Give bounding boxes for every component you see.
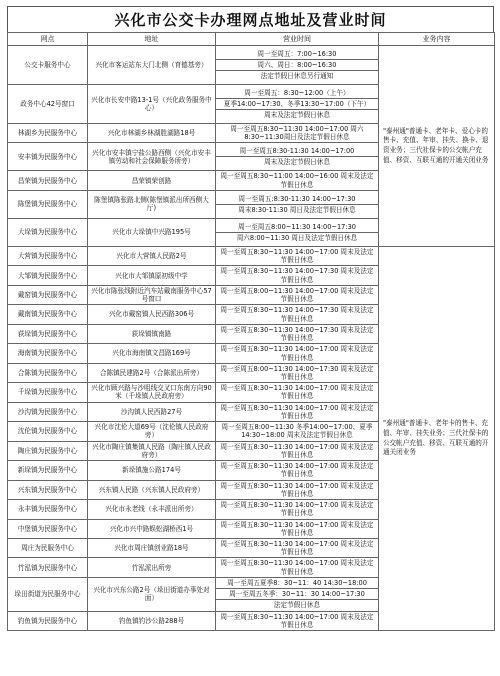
header-hours: 营业时间: [216, 33, 379, 46]
hours-line: 周一至周五8:30~11:30 14:00~17:30 周末及法定节假日休息: [220, 306, 374, 323]
service-points-table: [7, 32, 495, 631]
hours-line: 周一至周五：7:00~16:30: [216, 49, 378, 60]
point-hours: [216, 124, 379, 143]
point-address: 兴化市客运站东大门北侧（育德基旁）: [88, 46, 216, 85]
hours-line: 周六8:00~11:30 周日及法定节假日休息: [236, 233, 358, 242]
hours-line: 周一至周五8:30~11:30 14:00~17:00 周末及法定节假日休息: [220, 520, 374, 537]
table-row: [8, 246, 495, 265]
point-hours: [216, 500, 379, 519]
hours-line: 周一至周五8:30~11:30 14:00~17:00 周末及法定节假日休息: [220, 442, 374, 459]
point-address: 兴化市顾兴路与沙咀线交叉口东南方向90米（千垛镇人民政府旁）: [88, 383, 216, 402]
point-hours: [216, 85, 379, 124]
hours-line: 周一至周五8:30~11:30 14:00~17:00 周末及法定节假日休息: [220, 247, 374, 265]
hours-line: 周一至周五:8:30-11:30 14:00~17:30: [216, 194, 378, 205]
hours-line: 周一至周五8:30~11:30 14:00~17:00 周末及法定节假日休息: [220, 539, 374, 557]
point-hours: [216, 611, 379, 630]
point-name: 荻垛镇为民服务中心: [8, 324, 88, 343]
point-hours: [216, 190, 379, 218]
hours-line: 周一至周五8:30~11:00 14:00~16:00 周末及法定节假日休息: [220, 172, 374, 189]
point-address: 昌荣镇荣创路: [88, 171, 216, 190]
point-address: 兴化市陈张线附近汽车站戴南服务中心57号窗口: [88, 285, 216, 304]
point-name: 新垛镇为民服务中心: [8, 461, 88, 480]
point-hours: [216, 519, 379, 538]
hours-line: 周一至周五8:30~11:30 14:00~17:00 周六 8:30~11:30周日及法定节假日休息: [230, 125, 364, 142]
point-hours: [216, 266, 379, 285]
hours-line: 周一至周五8:00~11:30 14:00~17:30: [216, 222, 378, 233]
hours-line: 周一至周五夏季8：30~11：40 14:30~18:00: [216, 578, 378, 589]
point-name: 政务中心42号窗口: [8, 85, 88, 124]
header-address: 地址: [88, 33, 216, 46]
point-hours: [216, 383, 379, 402]
point-hours: [216, 324, 379, 343]
point-name: 兴东镇为民服务中心: [8, 480, 88, 499]
point-name: 戴南镇为民服务中心: [8, 305, 88, 324]
point-name: 陈堡镇为民服务中心: [8, 190, 88, 218]
point-hours: [216, 558, 379, 577]
hours-line: 周一至周五8:30~11:30 14:00~17:00 周末及法定节假日休息: [220, 462, 374, 479]
point-name: 中堡镇为民服务中心: [8, 519, 88, 538]
point-address: 兴化市长安中路13-1号（兴化政务服务中心）: [88, 85, 216, 124]
point-name: 戴窑镇为民服务中心: [8, 285, 88, 304]
hours-line: 周一至周五8:30~11:30 14:00~17:00 周末及法定节假日休息: [220, 612, 374, 629]
point-hours: [216, 577, 379, 611]
point-address: 兴化市大垛镇中兴路195号: [88, 218, 216, 246]
header-name: 网点: [8, 33, 88, 46]
point-address: 兴化市安丰镇宁盐公路西侧（兴化市安丰镇劳动和社会保障服务所旁）: [88, 143, 216, 171]
hours-line: 周末8:30-11:30 周日及法定节假日休息: [238, 205, 356, 214]
header-services: 业务内容: [379, 33, 495, 46]
point-address: 兴化市周庄镇创业路18号: [88, 538, 216, 557]
point-hours: [216, 441, 379, 460]
point-hours: [216, 246, 379, 265]
point-hours: [216, 344, 379, 363]
point-address: 沙沟镇人民西路27号: [88, 402, 216, 421]
hours-line: 周一至周五8:00~11:30 冬季14:00~17:00、夏季14:30~18:00 周末及法定节假日休息: [221, 423, 373, 440]
table-row: [8, 46, 495, 85]
point-address: 兴化市沈伦大道69号（沈伦镇人民政府旁）: [88, 422, 216, 441]
hours-line: 周一至周五8:30-11:30 14:00~17:00: [216, 146, 378, 157]
point-hours: [216, 171, 379, 190]
hours-line: 周一至周五8:30~11:30 14:00~17:00 周末及法定节假日休息: [220, 345, 374, 362]
point-hours: [216, 285, 379, 304]
hours-line: 周六、周日：8:00~16:30: [216, 60, 378, 71]
point-hours: [216, 402, 379, 421]
page-title: 兴化市公交卡办理网点地址及营业时间: [7, 6, 494, 32]
hours-line: 周一至周五8:00~11:30 14:00~17:00 周末及法定节假日休息: [220, 286, 374, 304]
point-address: 新垛镇施公路174号: [88, 461, 216, 480]
point-name: 沙沟镇为民服务中心: [8, 402, 88, 421]
table-header-row: [8, 33, 495, 46]
point-name: 昌荣镇为民服务中心: [8, 171, 88, 190]
hours-line: 周一至周五8:30~11:30 14:00~17:00 周末及法定节假日休息: [220, 559, 374, 576]
hours-line: 周末及法定节假日休息: [264, 111, 330, 120]
point-name: 永丰镇为民服务中心: [8, 500, 88, 519]
point-name: 大垛镇为民服务中心: [8, 218, 88, 246]
point-name: 大营镇为民服务中心: [8, 246, 88, 265]
point-name: 公交卡服务中心: [8, 46, 88, 85]
point-hours: [216, 422, 379, 441]
point-name: 千垛镇为民服务中心: [8, 383, 88, 402]
point-name: 钓鱼镇为民服务中心: [8, 611, 88, 630]
point-address: 钓鱼镇钓沙公路288号: [88, 611, 216, 630]
hours-line: 周一至周五8:30~11:30 14:00~17:30 周末及法定节假日休息: [220, 325, 374, 343]
point-address: 兴化市大营镇人民路2号: [88, 246, 216, 265]
point-address: 兴化市永老线（永丰派出所旁）: [88, 500, 216, 519]
hours-line: 周末及法定节假日休息: [264, 158, 330, 167]
point-hours: [216, 305, 379, 324]
table-body: [8, 46, 495, 631]
point-address: 陈堡镇陈张路北侧(陈堡镇派出所西侧大厅): [88, 190, 216, 218]
point-address: 竹泓派出所旁: [88, 558, 216, 577]
point-address: 兴化市陶庄镇集镇人民路（陶庄镇人民政府旁）: [88, 441, 216, 460]
hours-line: 周一至周五8:00~11:30 14:00~17:30 周末及法定节假日休息: [220, 364, 374, 381]
point-name: 陶庄镇为民服务中心: [8, 441, 88, 460]
hours-line: 夏季14:00~17:30、冬季13:30~17:00（下午）: [216, 99, 378, 110]
point-address: 兴化市兴中路蜈蚣湖桥西1号: [88, 519, 216, 538]
hours-line: 法定节假日休息: [273, 601, 321, 610]
point-name: 安丰镇为民服务中心: [8, 143, 88, 171]
point-address: 兴化市戴窑镇人民西路306号: [88, 305, 216, 324]
point-name: 大邹镇为民服务中心: [8, 266, 88, 285]
hours-line: 周一至周五8:30~11:30 14:00~17:00 周末及法定节假日休息: [220, 481, 374, 498]
point-address: 合陈镇民建路2号（合陈派出所旁）: [88, 363, 216, 382]
point-address: 荻垛镇镇南路: [88, 324, 216, 343]
point-hours: [216, 46, 379, 85]
point-address: 兴化市林湖乡林湖胜湖路18号: [88, 124, 216, 143]
point-hours: [216, 143, 379, 171]
point-hours: [216, 538, 379, 557]
hours-line: 周一至周五8:30~11:30 14:00~17:30 周末及法定节假日休息: [220, 267, 374, 284]
point-name: 林湖乡为民服务中心: [8, 124, 88, 143]
hours-line: 周一至周五8:30~11:30 14:00~17:00 周末及法定节假日休息: [220, 384, 374, 401]
point-hours: [216, 461, 379, 480]
schedule-sheet: [7, 6, 494, 670]
point-name: 竹泓镇为民服务中心: [8, 558, 88, 577]
point-hours: [216, 363, 379, 382]
hours-line: 周一至周五8:30~11:30 14:00~17:00 周末及法定节假日休息: [220, 501, 374, 518]
point-address: 兴化市兴东公路2号（垛田街道办事处对面）: [88, 577, 216, 611]
point-address: 兴化市大邹镇原初级中学: [88, 266, 216, 285]
point-name: 合陈镇为民服务中心: [8, 363, 88, 382]
point-hours: [216, 218, 379, 246]
point-name: 周庄为民服务中心: [8, 538, 88, 557]
point-address: 兴化市海南镇文昌路169号: [88, 344, 216, 363]
point-hours: [216, 480, 379, 499]
hours-line: 周一至周五：8:30~12:00（上午）: [216, 88, 378, 99]
hours-line: 周一至周五冬季：30~11：30 14:00~17:30: [216, 589, 378, 600]
point-name: 垛田街道为民服务中心: [8, 577, 88, 611]
service-description: "泰州通"普通卡、老年卡、爱心卡的售卡、充值、年审、挂失、换卡、退资业务；三代社保卡的公交帐户充值、移资、互联互通的开通关闭业务: [379, 46, 495, 247]
hours-line: 周一至周五8:30~11:30 14:00~17:00 周末及法定节假日休息: [220, 403, 374, 420]
point-name: 沈伦镇为民服务中心: [8, 422, 88, 441]
hours-line: 法定节假日休息另行通知: [260, 72, 334, 81]
point-name: 海南镇为民服务中心: [8, 344, 88, 363]
point-address: 兴东镇人民路（兴东镇人民政府旁）: [88, 480, 216, 499]
service-description: "泰州通"普通卡、老年卡的售卡、充值、年审、挂失业务；三代社保卡的公交帐户充值、移资、互联互通的开通关闭业务: [379, 246, 495, 630]
